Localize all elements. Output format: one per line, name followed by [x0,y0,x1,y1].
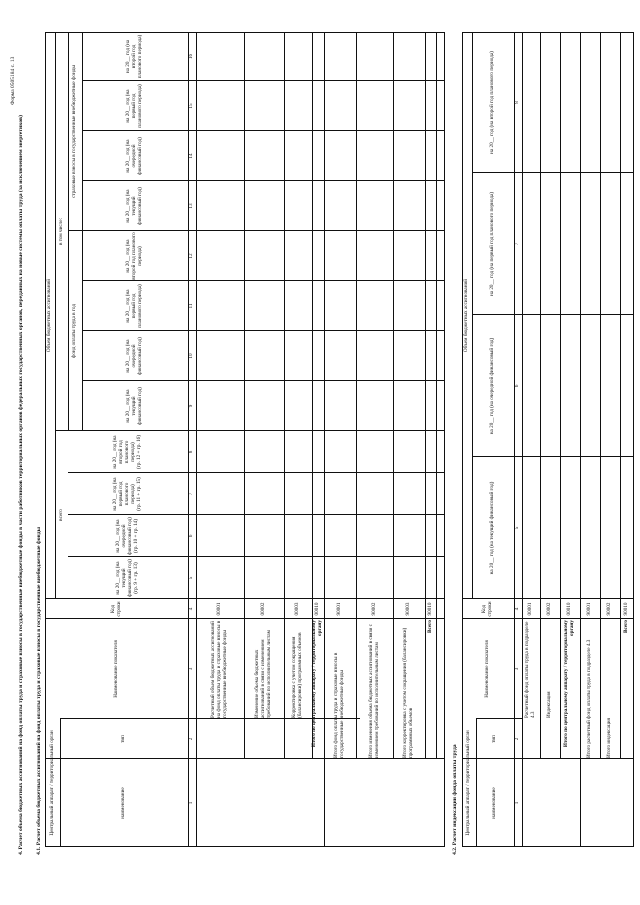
t2-num: 3 [514,667,521,671]
t1-row-code: 90003 [405,602,412,616]
t1-fot-second: на 20__ год (на второй год планового периода) [125,232,143,280]
t1-row-label: Итого изменения объема бюджетных ассигнований в связи с изменением требований по исполнительным листам [367,624,380,758]
section-42-title: 4.2. Расчет индексации фонда оплаты труда [452,744,458,855]
t1-indicator-header: Наименование показателя [112,640,119,698]
t1-num: 5 [188,576,195,580]
t1-row-label: Итого по центральному аппарату / территориальному органу [311,620,323,748]
t1-total-next: на 20__ год (на очередной финансовый год) (гр. 10 + гр. 14) [115,517,139,555]
t1-row-label: Итого фонд оплаты труда и страховые взносы в государственные внебюджетные фонды [333,652,345,758]
t1-row-code: 00001 [216,602,223,616]
t1-row-code: 90002 [370,602,377,616]
t1-volume-header: Объем бюджетных ассигнований [46,278,53,353]
t2-period-next: на 20__ год (на очередной финансовый год) [489,337,496,435]
t1-num: 13 [188,203,195,209]
t2-row-label: Расчетный фонд оплаты труда в подразделе 4.3 [524,621,536,718]
t1-code-header: Код строки [109,601,122,617]
t1-row-label: Изменение объема бюджетных ассигнований в связи с изменением требований по исполнительным листам [254,630,272,718]
t1-row-code: 00010 [314,602,321,616]
t1-type-header: тип [120,735,127,743]
t2-num: 4 [514,607,521,611]
t1-row-label: Всего [426,620,433,633]
t1-num: 14 [188,153,195,159]
t1-total-first: на 20__ год (на первый год планового периода) (гр. 11 + гр. 15) [112,477,142,511]
t1-ins-first: на 20__ год (на первый год планового периода) [125,84,143,128]
t2-num: 8 [514,101,521,104]
t2-code-header: Код строки [481,601,493,617]
t1-num: 15 [188,103,195,109]
t1-fot-header: фонд оплаты труда в год [71,303,78,359]
t1-fot-next: на 20__ год (на очередной финансовый год) [125,337,143,375]
t1-row-label: Корректировка с учетом сокращения (балансировки) программных объемов [291,632,303,718]
t2-num: 5 [514,526,521,530]
t1-num: 7 [188,492,195,496]
t2-volume-header: Объем бюджетных ассигнований [463,278,470,353]
t2-num: 6 [514,384,521,388]
form-label: Форма 0505184 с. 13 [10,56,16,105]
t1-row-label: Расчетный объем бюджетных ассигнований на фонд оплаты труда и страховые взносы в государственные внебюджетные фонды [210,620,228,718]
t1-row-code: 90001 [336,602,343,616]
t1-num: 11 [188,303,195,309]
t1-num: 9 [188,404,195,408]
t2-row-code: 00002 [546,602,553,616]
t1-including-header: в том числе: [57,217,64,246]
t1-num: 4 [188,607,195,611]
t2-type-header: тип [491,735,498,743]
t2-row-code: 90010 [623,602,630,616]
t1-fot-first: на 20__ год (на первый год планового периода) [125,284,143,328]
t1-ins-second: на 20__ год (на второй год планового периода) [125,34,143,79]
t2-name-header: наименование [491,787,498,819]
t1-num: 12 [188,253,195,259]
t2-num: 2 [514,737,521,741]
t2-row-label: Итого по центральному аппарату / территориальному органу [563,620,575,748]
t2-row-code: 90001 [586,602,593,616]
t1-num: 1 [188,801,195,805]
t2-row-label: Итого расчетный фонд оплаты труда в подразделе 4.3 [586,639,593,758]
t2-row-code: 00010 [566,602,573,616]
t1-num: 10 [188,353,195,359]
section-41-title: 4.1. Расчет объема бюджетных ассигнований на фонд оплаты труда и страховые взносы в государственные внебюджетные фонды [36,527,42,855]
t2-period-second: на 20__ год (на второй год планового периода) [489,51,496,154]
t1-row-code: 90010 [426,602,433,616]
t1-row-code: 00002 [260,602,267,616]
t1-total-second: на 20__ год (на второй год планового периода) (гр. 12 + гр. 16) [112,435,142,469]
t2-period-cur: на 20__ год (на текущий финансовый год) [489,481,496,575]
section-4-title: 4. Расчет объема бюджетных ассигнований на фонд оплаты труда и страховые взносы в государственные внебюджетные фонды в части работников территориальных органов федеральных государственных органов, переданных на новые системы оплаты труда (за исключением энергетиков) [18,115,24,855]
t1-org-header: Центральный аппарат / территориальный орган [48,730,55,836]
t1-total-cur: на 20__ год (на текущий финансовый год) (гр. 9 + гр. 13) [115,559,139,597]
t1-fot-cur: на 20__ год (на текущий финансовый год) [125,387,143,425]
t1-row-code: 00003 [294,602,301,616]
t1-num: 2 [188,737,195,741]
t1-num: 16 [188,53,195,60]
t1-total-header: всего [57,509,64,521]
t1-ins-next: на 20__ год (на очередной финансовый год) [125,137,143,175]
t1-num: 8 [188,450,195,454]
t1-ins-cur: на 20__ год (на текущий финансовый год) [125,187,143,225]
t2-num: 7 [514,242,521,246]
t1-num: 3 [188,667,195,671]
t2-period-first: на 20__ год (на первый год планового периода) [489,191,496,297]
t1-row-label: Итого корректировка с учетом сокращения (балансировки) программных объемов [402,627,414,758]
t2-row-code: 00001 [527,602,534,616]
t2-row-code: 90002 [606,602,613,616]
t1-insurance-header: страховые взносы в государственные внебюджетные фонды [71,65,78,198]
t1-name-header: наименование [120,787,127,819]
t2-num: 1 [514,801,521,805]
t2-indicator-header: Наименование показателя [484,640,491,698]
t2-row-label: Всего [623,620,630,633]
t1-num: 6 [188,534,195,538]
t2-row-label: Итого индексация [606,718,613,758]
t2-org-header: Центральный аппарат / территориальный орган [465,730,472,836]
t2-row-label: Индексация [546,691,553,718]
